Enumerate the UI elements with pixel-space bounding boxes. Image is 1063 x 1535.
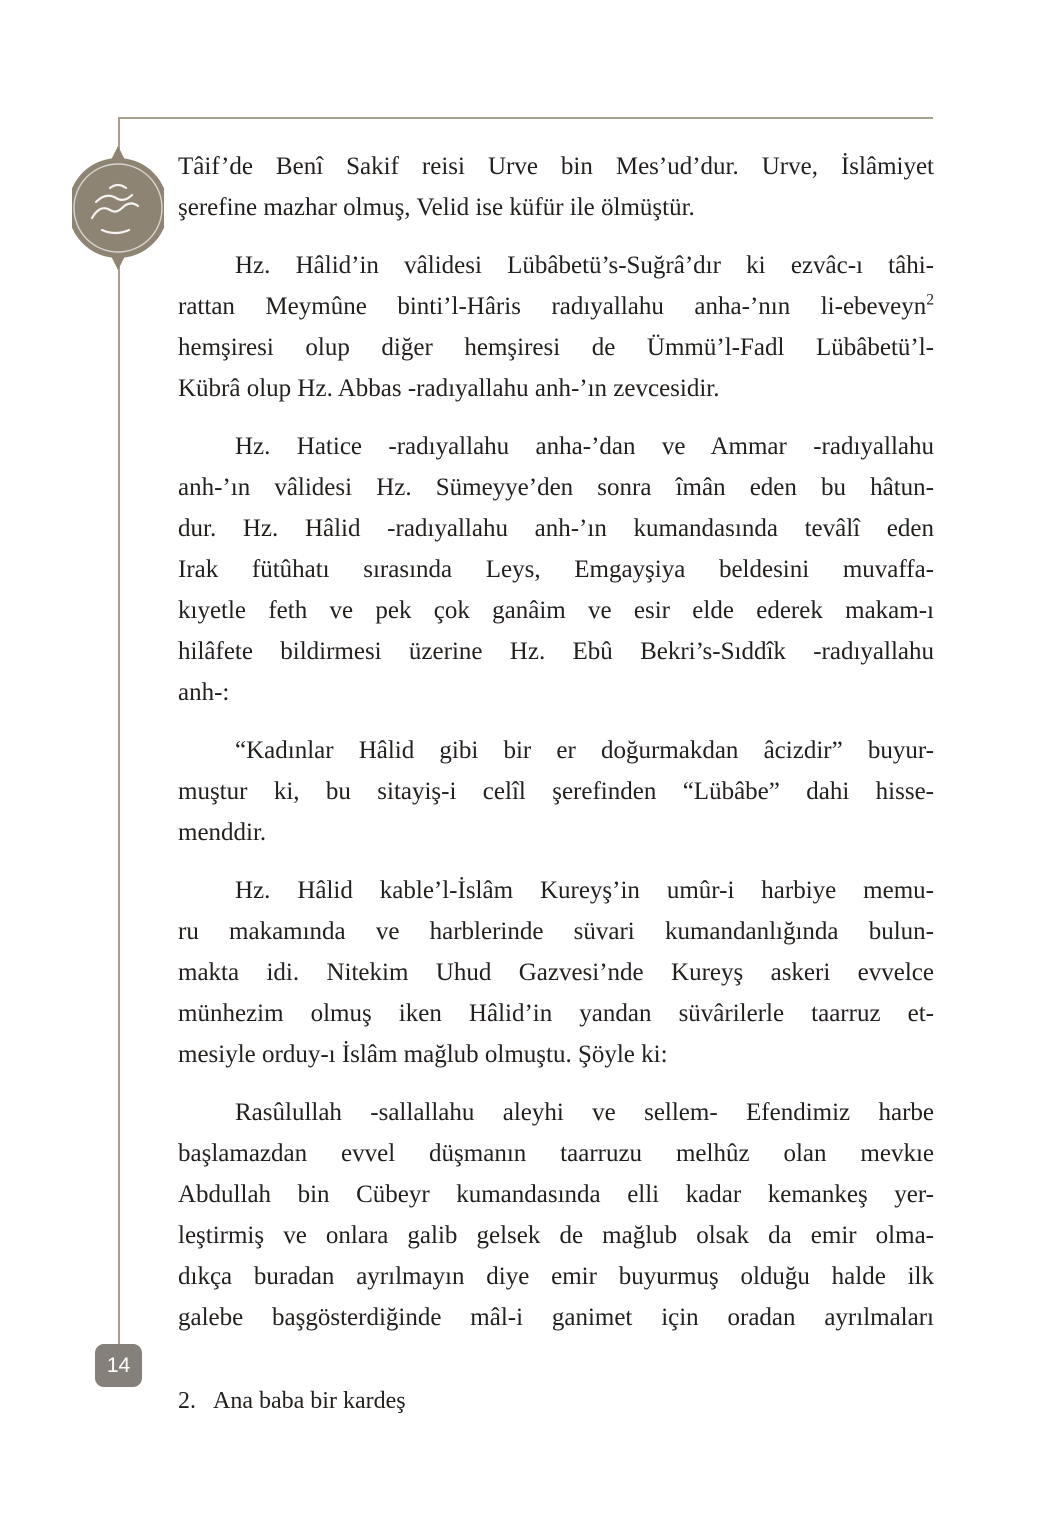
text-line: menddir. (178, 819, 267, 846)
paragraph (178, 146, 934, 228)
text-line: şerefine mazhar olmuş, Velid ise küfür ile ölmüştür. (178, 194, 695, 221)
frame-top-line (119, 117, 933, 119)
body-text (178, 146, 934, 1338)
page-number: 14 (106, 1353, 131, 1377)
text-line: başlamazdan evvel düşmanın taarruzu melhûz olan mevkıe (178, 1140, 934, 1167)
text-line: anh-’ın vâlidesi Hz. Sümeyye’den sonra îmân eden bu hâtun- (178, 474, 934, 501)
text-line: ru makamında ve harblerinde süvari kumandanlığında bulun- (178, 918, 934, 945)
text-line: hemşiresi olup diğer hemşiresi de Ümmü’l-Fadl Lübâbetü’l- (178, 334, 934, 361)
text-line: kıyetle feth ve pek çok ganâim ve esir elde ederek makam-ı (178, 597, 934, 624)
frame-left-line (118, 117, 120, 1345)
paragraph (178, 426, 934, 713)
text-line: makta idi. Nitekim Uhud Gazvesi’nde Kureyş askeri evvelce (178, 959, 934, 986)
paragraph (178, 1092, 934, 1338)
paragraph (178, 730, 934, 853)
text-line: Rasûlullah -sallallahu aleyhi ve sellem- Efendimiz harbe (235, 1099, 934, 1126)
text-line: muştur ki, bu sitayiş-i celîl şerefinden “Lübâbe” dahi hisse- (178, 778, 934, 805)
text-line: leştirmiş ve onlara galib gelsek de mağlub olsak da emir olma- (178, 1222, 934, 1249)
text-line: Irak fütûhatı sırasında Leys, Emgayşiya beldesini muvaffa- (178, 556, 934, 583)
text-line: Hz. Hâlid’in vâlidesi Lübâbetü’s-Suğrâ’dır ki ezvâc-ı tâhi- (235, 252, 934, 279)
text-line: Hz. Hâlid kable’l-İslâm Kureyş’in umûr-i harbiye memu- (235, 877, 934, 904)
text-line: hilâfete bildirmesi üzerine Hz. Ebû Bekri’s-Sıddîk -radıyallahu (178, 638, 934, 665)
text-line: Kübrâ olup Hz. Abbas -radıyallahu anh-’ın zevcesidir. (178, 375, 720, 402)
text-line: rattan Meymûne binti’l-Hâris radıyallahu anha-’nın li-ebeveyn$^2$ (178, 291, 934, 320)
text-line: Abdullah bin Cübeyr kumandasında elli kadar kemankeş yer- (178, 1181, 934, 1208)
text-line: Hz. Hatice -radıyallahu anha-’dan ve Ammar -radıyallahu (235, 433, 934, 460)
footnote-marker: 2. (178, 1388, 196, 1414)
text-line: münhezim olmuş iken Hâlid’in yandan süvârilerle taarruz et- (178, 1000, 934, 1027)
text-line: dur. Hz. Hâlid -radıyallahu anh-’ın kumandasında tevâlî eden (178, 515, 934, 542)
paragraph (178, 870, 934, 1075)
text-line: mesiyle orduy-ı İslâm mağlub olmuştu. Şöyle ki: (178, 1041, 668, 1068)
text-line: anh-: (178, 679, 230, 706)
calligraphy-seal-icon (72, 146, 164, 270)
footnote-reference: 2 (926, 291, 934, 309)
footnote-text: Ana baba bir kardeş (213, 1388, 406, 1414)
paragraph (178, 245, 934, 409)
footnote (178, 1385, 406, 1417)
text-line: Tâif’de Benî Sakif reisi Urve bin Mes’ud’dur. Urve, İslâmiyet (178, 153, 934, 180)
text-line: galebe başgösterdiğinde mâl-i ganimet için oradan ayrılmaları (178, 1304, 934, 1331)
calligraphy-medallion (72, 146, 164, 270)
text-line: “Kadınlar Hâlid gibi bir er doğurmakdan âcizdir” buyur- (235, 737, 934, 764)
page-number-badge (95, 1344, 142, 1387)
text-line: dıkça buradan ayrılmayın diye emir buyurmuş olduğu halde ilk (178, 1263, 934, 1290)
